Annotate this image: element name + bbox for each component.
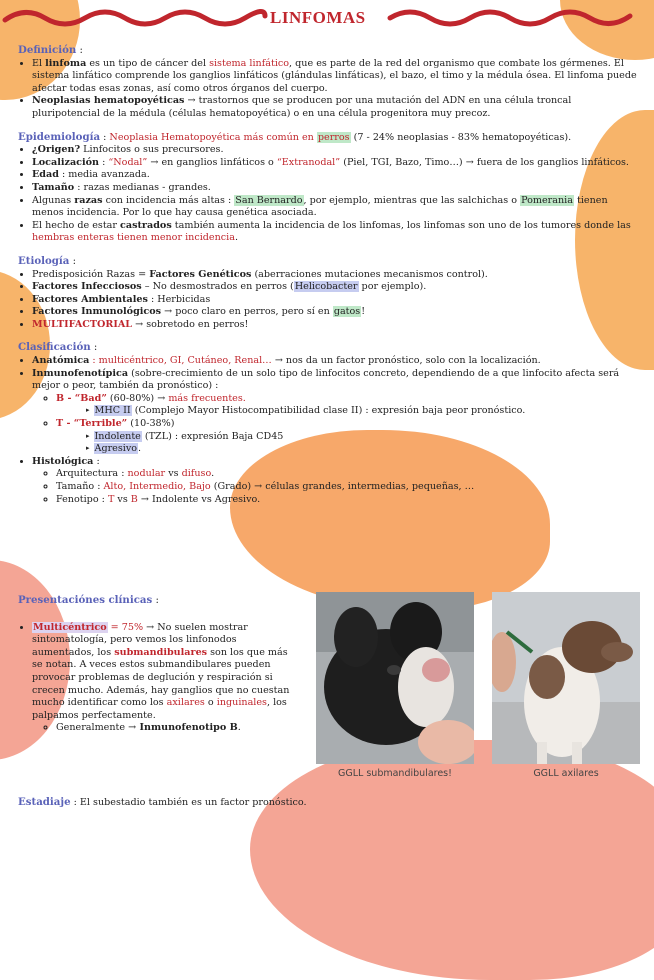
list-item: • El linfoma es un tipo de cáncer del sistema linfático, que es parte de la red del organismo que combate los gérmenes. El sistema linfático comprende los ganglios linfáticos (glándulas linfáticas), el bazo, el timo y la médula ósea. El linfoma puede afectar todas esas zonas, así como otros órganos del cuerpo. [32,58,640,96]
title-banner [0,2,654,32]
list-item: • MULTIFACTORIAL → sobretodo en perros! [32,319,640,332]
list-item: • Anatómica : multicéntrico, GI, Cutáneo, Renal… → nos da un factor pronóstico, solo con la localización. [32,355,640,368]
list-item: ◦ Tamaño : Alto, Intermedio, Bajo (Grado) → células grandes, intermedias, pequeñas, … [56,481,640,494]
list-item: • Factores Ambientales : Herbicidas [32,294,640,307]
list-item: • Tamaño : razas medianas - grandes. [32,182,640,195]
photo-dog-axilares [492,592,640,764]
section-heading-presentaciones: Presentaciónes clínicas : [18,594,159,606]
section-heading-clasificacion: Clasificación : [18,341,98,354]
list-item: • Factores Infecciosos – No desmostrados en perros (Helicobacter por ejemplo). [32,281,640,294]
caption-axilares: GGLL axilares [533,768,599,779]
clasificacion-list [18,355,640,506]
list-item: ▸ Indolente (TZL) : expresión Baja CD45 [86,431,640,444]
presentaciones-list [18,622,298,735]
caption-submandibulares: GGLL submandibulares! [338,768,452,779]
list-item: ◦ T - “Terrible” (10-38%) ▸ Indolente (TZL) : expresión Baja CD45 ▸ Agresivo. [56,418,640,456]
epidemiologia-list [18,144,640,245]
etiologia-list [18,269,640,332]
section-heading-estadiaje: Estadiaje [18,796,71,808]
list-item: • Histológica : ◦ Arquitectura : nodular vs difuso. ◦ Tamaño : Alto, Intermedio, Bajo (Grado) → células grandes, intermedias, pequeñas, … ◦ Fenotipo : T vs B → Indolente vs Agresivo. [32,456,640,506]
t-sublist [56,431,640,456]
list-item: ▸ Agresivo. [86,443,640,456]
inmunofenotipo-sublist [32,393,640,456]
page-title: LINFOMAS [270,8,366,27]
list-item: ◦ Generalmente → Inmunofenotipo B. [56,722,298,735]
list-item: • El hecho de estar castrados también aumenta la incidencia de los linfomas, los linfomas son uno de los tumores donde las hembras enteras tienen menor incidencia. [32,220,640,245]
presentaciones-sublist [32,722,298,735]
list-item: ◦ B - “Bad” (60-80%) → más frecuentes. ▸ MHC II (Complejo Mayor Histocompatibilidad clase II) : expresión baja peor pronóstico. [56,393,640,418]
section-heading-etiologia: Etiología : [18,254,77,267]
list-item: • Edad : media avanzada. [32,169,640,182]
b-sublist [56,405,640,418]
section-heading-definicion: Definición : [18,44,83,56]
list-item: ▸ MHC II (Complejo Mayor Histocompatibilidad clase II) : expresión baja peor pronóstico. [86,405,640,418]
list-item: • Factores Inmunológicos → poco claro en perros, pero sí en gatos! [32,306,640,319]
list-item: • Predisposición Razas = Factores Genéticos (aberraciones mutaciones mecanismos control). [32,269,640,282]
list-item: • Localización : “Nodal” → en ganglios linfáticos o “Extranodal” (Piel, TGI, Bazo, Timo…) → fuera de los ganglios linfáticos. [32,157,640,170]
list-item: ◦ Arquitectura : nodular vs difuso. [56,468,640,481]
list-item: • Inmunofenotípica (sobre-crecimiento de un solo tipo de linfocitos concreto, dependiendo de a que linfocito afecta será mejor o peor, también da pronóstico) : ◦ B - “Bad” (60-80%) → más frecuentes. ▸ MHC II (Complejo Mayor Histocompatibilidad clase II) : expresión baja peor pronóstico. ◦ T - “Terrible” (10-38%) ▸ Indolente (TZL) : expresión Baja CD45 ▸ Agresivo. [32,368,640,456]
estadiaje-section [18,796,618,810]
presentaciones-section [18,594,298,735]
list-item: • Multicéntrico = 75% → No suelen mostrar sintomatología, pero vemos los linfonodos aumentados, los submandibulares son los que más se notan. A veces estos submandibulares pueden provocar problemas de deglución y respiración si crecen mucho. Además, hay ganglios que no cuestan mucho identificar como los axilares o inguinales, los palpamos perfectamente. ◦ Generalmente → Inmunofenotipo B. [32,622,298,735]
section-heading-epidemiologia: Epidemiología : Neoplasia Hematopoyética más común en perros (7 - 24% neoplasias - 83% hematopoyéticas). [18,130,572,143]
list-item: • ¿Origen? Linfocitos o sus precursores. [32,144,640,157]
document-body [18,44,640,506]
definicion-list [18,58,640,121]
list-item: • Algunas razas con incidencia más altas : San Bernardo, por ejemplo, mientras que las salchichas o Pomerania tienen menos incidencia. Por lo que hay causa genética asociada. [32,195,640,220]
estadiaje-text: : El subestadio también es un factor pronóstico. [70,797,307,808]
list-item: ◦ Fenotipo : T vs B → Indolente vs Agresivo. [56,494,640,507]
photo-dog-submandibular [316,592,474,764]
list-item: • Neoplasias hematopoyéticas → trastornos que se producen por una mutación del ADN en una célula troncal pluripotencial de la médula (células hematopoyética) o en una célula progenitora muy precoz. [32,95,640,120]
histologica-sublist [32,468,640,506]
